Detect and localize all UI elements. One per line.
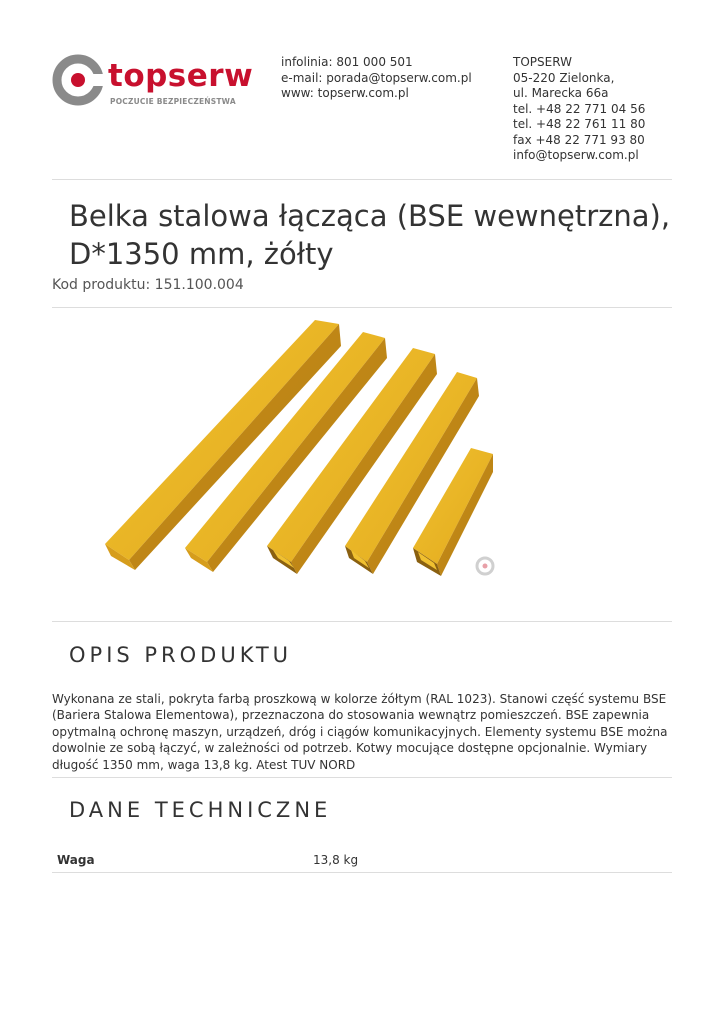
product-title-line-1: Belka stalowa łącząca (BSE wewnętrzna), (69, 199, 671, 233)
email-link[interactable]: e-mail: porada@topserw.com.pl (281, 70, 472, 85)
title-divider (52, 307, 672, 308)
product-title-line-2: D*1350 mm, żółty (69, 237, 334, 271)
description-heading: OPIS PRODUKTU (69, 643, 293, 667)
image-divider (52, 621, 672, 622)
spec-weight-label: Waga (57, 853, 95, 867)
website-link[interactable]: www: topserw.com.pl (281, 86, 409, 100)
spec-weight-value: 13,8 kg (313, 853, 359, 867)
company-name: TOPSERW (513, 55, 572, 69)
specs-divider (52, 872, 672, 873)
company-phone-2: tel. +48 22 761 11 80 (513, 117, 646, 131)
description-divider (52, 777, 672, 778)
brand-tagline: POCZUCIE BEZPIECZEŃSTWA (110, 97, 236, 106)
description-text: Wykonana ze stali, pokryta farbą proszkową w kolorze żółtym (RAL 1023). Stanowi część systemu BSE (Bariera Stalowa Elementowa), przeznaczona do stosowania wewnątrz pomieszczeń. BSE zapewnia opytmalną ochronę maszyn, urządzeń, dróg i ciągów komunikacyjnych. Elementy systemu BSE można dowolnie ze sobą łączyć, w zależności od potrzeb. Kotwy mocujące dostępne opcjonalnie. Wymiary długość 1350 mm, waga 13,8 kg. Atest TUV NORD (52, 692, 668, 772)
company-street: ul. Marecka 66a (513, 86, 609, 100)
hotline: infolinia: 801 000 501 (281, 55, 413, 69)
logo-dot-icon (71, 73, 85, 87)
company-city: 05-220 Zielonka, (513, 70, 615, 85)
company-email[interactable]: info@topserw.com.pl (513, 148, 639, 162)
company-phone-1: tel. +48 22 771 04 56 (513, 101, 646, 116)
header-divider (52, 179, 672, 180)
product-code: Kod produktu: 151.100.004 (52, 277, 244, 293)
specs-heading: DANE TECHNICZNE (69, 798, 332, 822)
product-title (69, 197, 679, 273)
brand-name: topserw (108, 58, 254, 94)
product-image (95, 312, 515, 582)
company-fax: fax +48 22 771 93 80 (513, 132, 645, 147)
watermark-logo-icon (477, 558, 493, 574)
contact-block (281, 55, 472, 102)
company-address (513, 55, 645, 164)
